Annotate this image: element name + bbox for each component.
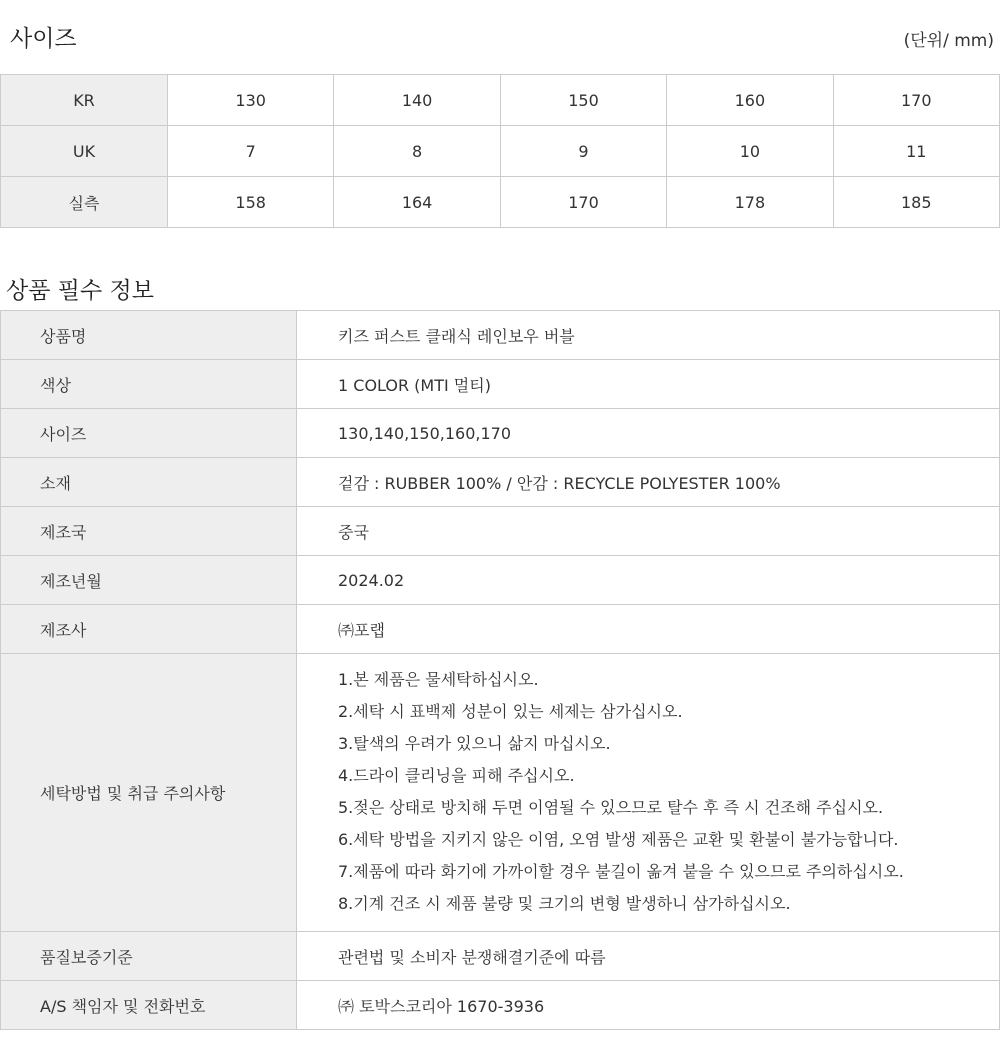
care-item: 4.드라이 클리닝을 피해 주십시오. bbox=[338, 766, 575, 785]
info-label: 세탁방법 및 취급 주의사항 bbox=[1, 654, 297, 932]
size-cell: 170 bbox=[833, 75, 999, 126]
size-table bbox=[0, 74, 1000, 228]
size-unit-label: (단위/ mm) bbox=[903, 31, 994, 51]
info-section-title: 상품 필수 정보 bbox=[6, 278, 154, 304]
size-cell: 9 bbox=[500, 126, 666, 177]
info-label: A/S 책임자 및 전화번호 bbox=[1, 981, 297, 1030]
info-label: 제조사 bbox=[1, 605, 297, 654]
care-instructions bbox=[297, 654, 1000, 932]
info-value: 겉감 : RUBBER 100% / 안감 : RECYCLE POLYESTER 100% bbox=[297, 458, 1000, 507]
size-cell: 130 bbox=[168, 75, 334, 126]
size-cell: 7 bbox=[168, 126, 334, 177]
size-cell: 140 bbox=[334, 75, 500, 126]
info-row-manufacture-date bbox=[1, 556, 1000, 605]
info-row-as-contact bbox=[1, 981, 1000, 1030]
info-value: ㈜ 토박스코리아 1670-3936 bbox=[297, 981, 1000, 1030]
info-row-manufacturer bbox=[1, 605, 1000, 654]
info-value: 1 COLOR (MTI 멀티) bbox=[297, 360, 1000, 409]
care-list bbox=[338, 654, 999, 931]
info-row-country bbox=[1, 507, 1000, 556]
info-section-header bbox=[0, 228, 1000, 310]
info-row-care bbox=[1, 654, 1000, 932]
info-label: 제조년월 bbox=[1, 556, 297, 605]
info-value: 2024.02 bbox=[297, 556, 1000, 605]
care-item: 8.기계 건조 시 제품 불량 및 크기의 변형 발생하니 삼가하십시오. bbox=[338, 894, 791, 913]
info-row-material bbox=[1, 458, 1000, 507]
size-cell: 158 bbox=[168, 177, 334, 228]
size-cell: 178 bbox=[667, 177, 833, 228]
info-label: 색상 bbox=[1, 360, 297, 409]
size-section-title: 사이즈 bbox=[10, 26, 77, 52]
size-row-label: UK bbox=[1, 126, 168, 177]
info-value: ㈜포랩 bbox=[297, 605, 1000, 654]
care-item: 2.세탁 시 표백제 성분이 있는 세제는 삼가십시오. bbox=[338, 702, 683, 721]
product-info-table bbox=[0, 310, 1000, 1030]
care-item: 7.제품에 따라 화기에 가까이할 경우 불길이 옮겨 붙을 수 있으므로 주의하십시오. bbox=[338, 862, 904, 881]
info-value: 중국 bbox=[297, 507, 1000, 556]
info-label: 상품명 bbox=[1, 311, 297, 360]
size-cell: 10 bbox=[667, 126, 833, 177]
size-cell: 170 bbox=[500, 177, 666, 228]
info-label: 품질보증기준 bbox=[1, 932, 297, 981]
size-row-kr bbox=[1, 75, 1000, 126]
care-item: 3.탈색의 우려가 있으니 삶지 마십시오. bbox=[338, 734, 611, 753]
size-row-label: 실측 bbox=[1, 177, 168, 228]
size-cell: 11 bbox=[833, 126, 999, 177]
info-value: 관련법 및 소비자 분쟁해결기준에 따름 bbox=[297, 932, 1000, 981]
size-row-label: KR bbox=[1, 75, 168, 126]
info-row-product-name bbox=[1, 311, 1000, 360]
size-section-header bbox=[0, 0, 1000, 74]
size-row-measured bbox=[1, 177, 1000, 228]
info-row-color bbox=[1, 360, 1000, 409]
info-value: 키즈 퍼스트 클래식 레인보우 버블 bbox=[297, 311, 1000, 360]
size-cell: 185 bbox=[833, 177, 999, 228]
size-cell: 160 bbox=[667, 75, 833, 126]
size-row-uk bbox=[1, 126, 1000, 177]
info-label: 제조국 bbox=[1, 507, 297, 556]
info-label: 사이즈 bbox=[1, 409, 297, 458]
info-label: 소재 bbox=[1, 458, 297, 507]
size-cell: 164 bbox=[334, 177, 500, 228]
info-row-quality-standard bbox=[1, 932, 1000, 981]
care-item: 5.젖은 상태로 방치해 두면 이염될 수 있으므로 탈수 후 즉 시 건조해 주십시오. bbox=[338, 798, 884, 817]
care-item: 6.세탁 방법을 지키지 않은 이염, 오염 발생 제품은 교환 및 환불이 불가능합니다. bbox=[338, 830, 899, 849]
care-item: 1.본 제품은 물세탁하십시오. bbox=[338, 670, 539, 689]
info-value: 130,140,150,160,170 bbox=[297, 409, 1000, 458]
size-cell: 150 bbox=[500, 75, 666, 126]
size-cell: 8 bbox=[334, 126, 500, 177]
info-row-size bbox=[1, 409, 1000, 458]
